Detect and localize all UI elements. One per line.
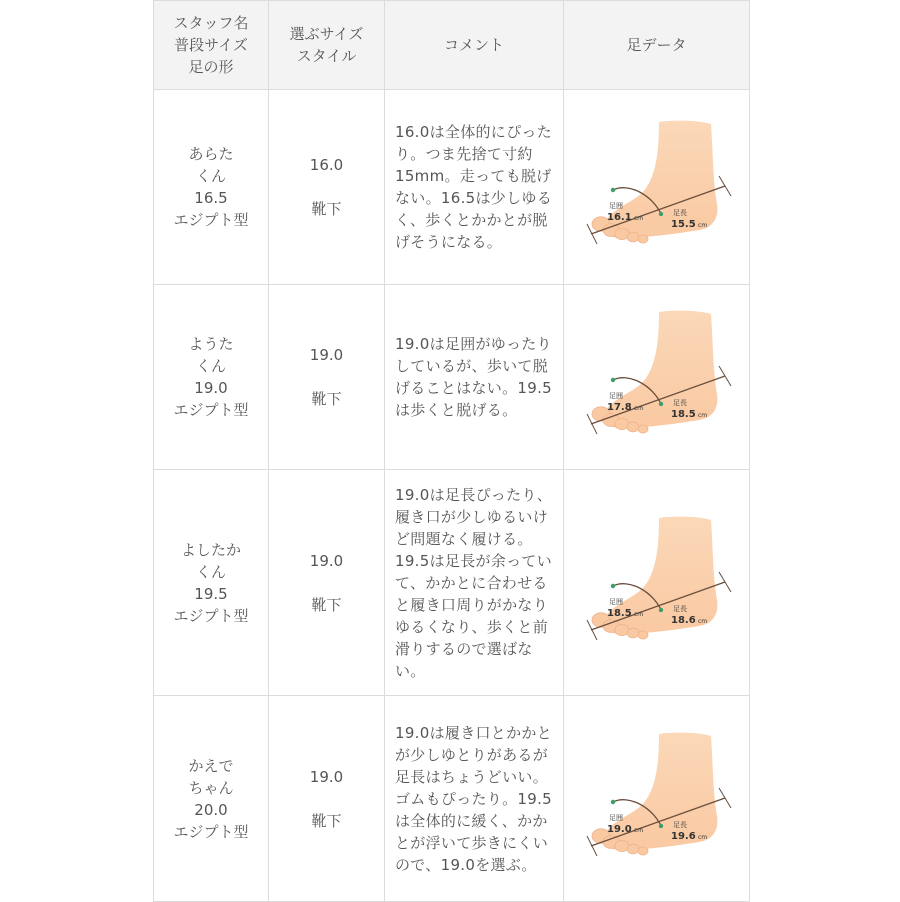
table-row bbox=[154, 285, 750, 470]
comment-cell bbox=[385, 90, 564, 285]
foot-shape: エジプト型 bbox=[173, 606, 249, 625]
chosen-size: 19.0 bbox=[309, 767, 344, 786]
length-label: 足長 bbox=[672, 820, 687, 829]
header-size-line: スタイル bbox=[296, 47, 357, 65]
staff-name: ようた bbox=[188, 335, 234, 353]
chosen-size: 19.0 bbox=[309, 346, 344, 364]
comment-text: 19.0は足囲がゆったりしているが、歩いて脱げることはない。19.5は歩くと脱げる。 bbox=[395, 335, 552, 419]
comment-cell bbox=[385, 285, 564, 470]
girth-value: 16.1 bbox=[606, 212, 632, 223]
staff-cell bbox=[154, 90, 269, 285]
length-value: 19.6 bbox=[670, 830, 696, 842]
length-tick bbox=[719, 176, 731, 196]
comment-text: 16.0は全体的にぴったり。つま先捨て寸約15mm。走っても脱げない。16.5は少しゆるく、歩くとかかとが脱げそうになる。 bbox=[395, 123, 552, 251]
girth-value: 17.8 bbox=[606, 402, 632, 413]
length-label: 足長 bbox=[672, 399, 687, 407]
staff-cell bbox=[154, 285, 269, 470]
staff-name: よしたか bbox=[180, 540, 241, 559]
staff-suffix: ちゃん bbox=[188, 778, 234, 797]
girth-unit: cm bbox=[633, 610, 643, 618]
header-staff bbox=[154, 1, 269, 90]
length-unit: cm bbox=[697, 617, 707, 625]
style-label: 靴下 bbox=[311, 200, 342, 218]
foot-illustration bbox=[577, 112, 737, 262]
toe-icon bbox=[638, 235, 648, 243]
girth-start-dot bbox=[610, 799, 614, 803]
comment-text: 19.0は履き口とかかとが少しゆとりがあるが足長はちょうどいい。ゴムもぴったり。19.5は全体的に緩く、かかとが浮いて歩きにくいので、19.0を選ぶ。 bbox=[395, 723, 552, 874]
foot-illustration bbox=[577, 724, 737, 874]
foot-shape: エジプト型 bbox=[173, 211, 249, 229]
girth-end-dot bbox=[658, 823, 662, 827]
foot-shape: エジプト型 bbox=[173, 822, 249, 841]
toe-icon bbox=[638, 847, 648, 855]
length-value: 18.5 bbox=[670, 409, 696, 420]
length-tick bbox=[719, 572, 731, 592]
toe-icon bbox=[627, 628, 639, 638]
girth-end-dot bbox=[658, 402, 662, 406]
girth-label: 足囲 bbox=[608, 813, 623, 822]
table-row bbox=[154, 696, 750, 902]
length-label: 足長 bbox=[672, 604, 687, 613]
size-cell bbox=[269, 470, 385, 696]
toe-icon bbox=[627, 844, 639, 854]
toe-icon bbox=[638, 425, 648, 433]
foot-cell bbox=[564, 696, 750, 902]
staff-cell bbox=[154, 470, 269, 696]
girth-unit: cm bbox=[633, 215, 643, 222]
header-row bbox=[154, 1, 750, 90]
usual-size: 16.5 bbox=[194, 189, 228, 207]
header-size bbox=[269, 1, 385, 90]
size-cell bbox=[269, 90, 385, 285]
header-comment: コメント bbox=[385, 1, 564, 90]
length-value: 15.5 bbox=[670, 219, 696, 230]
header-foot-data: 足データ bbox=[564, 1, 750, 90]
usual-size: 19.5 bbox=[194, 584, 228, 603]
usual-size: 19.0 bbox=[194, 379, 228, 397]
length-value: 18.6 bbox=[670, 614, 696, 626]
length-unit: cm bbox=[697, 222, 707, 229]
chosen-size: 16.0 bbox=[309, 156, 344, 174]
staff-name: あらた bbox=[188, 145, 234, 163]
girth-start-dot bbox=[610, 378, 614, 382]
style-label: 靴下 bbox=[311, 595, 342, 614]
chosen-size: 19.0 bbox=[309, 551, 344, 570]
girth-value: 18.5 bbox=[606, 607, 632, 619]
foot-cell bbox=[564, 90, 750, 285]
girth-value: 19.0 bbox=[606, 823, 632, 835]
comment-text: 19.0は足長ぴったり、履き口が少しゆるいけど問題なく履ける。19.5は足長が余っていて、かかとに合わせると履き口周りがかなりゆるくなり、歩くと前滑りするので選ばない。 bbox=[395, 485, 552, 680]
staff-suffix: くん bbox=[195, 562, 226, 581]
toe-icon bbox=[627, 232, 639, 242]
comment-cell bbox=[385, 696, 564, 902]
foot-cell bbox=[564, 285, 750, 470]
size-cell bbox=[269, 696, 385, 902]
girth-label: 足囲 bbox=[608, 392, 623, 400]
foot-illustration bbox=[577, 508, 737, 658]
girth-end-dot bbox=[658, 212, 662, 216]
table-row bbox=[154, 470, 750, 696]
header-staff-line: 足の形 bbox=[188, 58, 234, 76]
foot-shape: エジプト型 bbox=[173, 401, 249, 419]
girth-unit: cm bbox=[633, 826, 643, 834]
header-staff-line: 普段サイズ bbox=[174, 36, 248, 54]
size-cell bbox=[269, 285, 385, 470]
usual-size: 20.0 bbox=[194, 800, 228, 819]
girth-unit: cm bbox=[633, 405, 643, 412]
length-unit: cm bbox=[697, 412, 707, 419]
girth-end-dot bbox=[658, 607, 662, 611]
foot-cell bbox=[564, 470, 750, 696]
girth-start-dot bbox=[610, 188, 614, 192]
size-table bbox=[153, 0, 750, 902]
length-unit: cm bbox=[697, 833, 707, 841]
staff-name: かえで bbox=[188, 756, 234, 775]
comment-cell bbox=[385, 470, 564, 696]
table-row bbox=[154, 90, 750, 285]
girth-label: 足囲 bbox=[608, 202, 623, 210]
toe-icon bbox=[627, 422, 639, 432]
staff-suffix: くん bbox=[195, 167, 226, 185]
staff-cell bbox=[154, 696, 269, 902]
length-tick bbox=[719, 366, 731, 386]
header-staff-line: スタッフ名 bbox=[173, 14, 249, 32]
girth-label: 足囲 bbox=[608, 597, 623, 606]
style-label: 靴下 bbox=[311, 811, 342, 830]
style-label: 靴下 bbox=[311, 390, 342, 408]
foot-illustration bbox=[577, 302, 737, 452]
toe-icon bbox=[638, 631, 648, 639]
length-label: 足長 bbox=[672, 209, 687, 217]
staff-suffix: くん bbox=[195, 357, 226, 375]
length-tick bbox=[719, 788, 731, 808]
girth-start-dot bbox=[610, 583, 614, 587]
header-size-line: 選ぶサイズ bbox=[289, 25, 364, 43]
